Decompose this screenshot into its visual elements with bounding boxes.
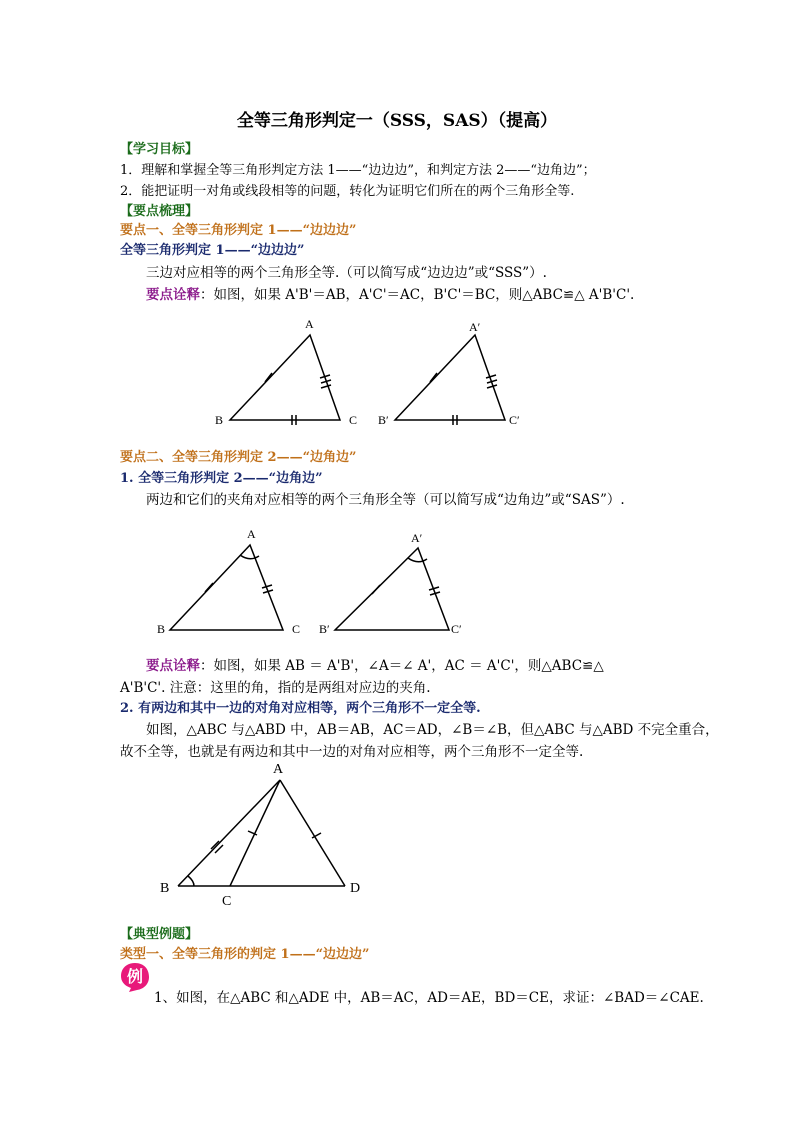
sas-left-triangle: [170, 545, 283, 630]
example-badge-icon: [120, 962, 150, 992]
tick-a1b1-sas: [372, 585, 380, 594]
ssa-label-b: B: [160, 881, 170, 896]
sss-right-label-a: A′: [469, 320, 481, 334]
learning-goal-1: 1．理解和掌握全等三角形判定方法 1——“边边边”，和判定方法 2——“边角边”；: [120, 163, 596, 178]
sss-right-label-c: C′: [509, 413, 520, 427]
point1-note-label: 要点诠释: [146, 287, 200, 303]
sss-right-label-b: B′: [378, 413, 389, 427]
sas-left-label-c: C: [292, 622, 301, 636]
example-badge-text: 例: [126, 967, 144, 986]
point1-text: 三边对应相等的两个三角形全等.（可以简写成“边边边”或“SSS”）.: [146, 265, 547, 281]
point1-subheading: 全等三角形判定 1——“边边边”: [120, 243, 305, 258]
angle-arc-a1: [408, 558, 427, 562]
page-title: 全等三角形判定一（SSS，SAS）（提高）: [236, 111, 558, 131]
point2-note-line1: [146, 654, 604, 674]
sas-right-label-a: A′: [411, 531, 423, 545]
ssa-label-a: A: [273, 762, 284, 777]
point1-heading: 要点一、全等三角形判定 1——“边边边”: [120, 223, 357, 238]
point1-note-text: ：如图，如果 A'B'＝AB，A'C'＝AC，B'C'＝BC，则△ABC≌△ A'B'C'.: [200, 287, 635, 303]
problem-1: 1、如图，在△ABC 和△ADE 中，AB＝AC，AD＝AE，BD＝CE，求证：∠BAD＝∠CAE.: [154, 990, 704, 1006]
sss-right-triangle: [395, 335, 505, 425]
sas-left-label-a: A: [247, 527, 256, 541]
sss-left-label-b: B: [215, 413, 224, 427]
learning-goals-heading: 【学习目标】: [120, 142, 199, 157]
ssa-figure: [178, 780, 345, 886]
point2-subheading: 1. 全等三角形判定 2——“边角边”: [120, 471, 323, 486]
segment-ac: [230, 780, 280, 886]
sas-right-label-c: C′: [451, 622, 462, 636]
point2-note-text: ：如图，如果 AB ＝ A'B'，∠A＝∠ A'，AC ＝ A'C'，则△ABC≌△: [200, 658, 604, 674]
examples-heading: 【典型例题】: [120, 927, 199, 942]
point2-note-line2: A'B'C'. 注意：这里的角，指的是两组对应边的夹角.: [120, 680, 431, 696]
tick-ac-3: [321, 385, 331, 388]
segment-ad: [280, 780, 345, 886]
tick-a1c1-3: [487, 385, 497, 388]
point2-sub2-line2: 故不全等，也就是有两边和其中一边的对角对应相等，两个三角形不一定全等.: [120, 744, 584, 760]
segment-ab: [178, 780, 280, 886]
sss-left-label-c: C: [349, 413, 358, 427]
point2-sub2-heading: 2. 有两边和其中一边的对角对应相等，两个三角形不一定全等.: [120, 701, 481, 716]
tick-a1c1-1: [486, 375, 496, 378]
sss-left-triangle: [230, 335, 340, 425]
key-points-heading: 【要点梳理】: [120, 204, 199, 219]
point2-heading: 要点二、全等三角形判定 2——“边角边”: [120, 450, 357, 465]
tick-ab-sas: [205, 583, 213, 592]
type1-heading: 类型一、全等三角形的判定 1——“边边边”: [120, 947, 370, 962]
ssa-label-d: D: [350, 881, 361, 896]
ssa-label-c: C: [222, 894, 232, 909]
sas-right-label-b: B′: [319, 622, 330, 636]
point2-note-label: 要点诠释: [146, 658, 200, 674]
sas-left-label-b: B: [157, 622, 166, 636]
point2-sub2-line1: 如图，△ABC 与△ABD 中，AB＝AB，AC＝AD，∠B＝∠B，但△ABC 与△ABD 不完全重合，: [146, 722, 719, 738]
angle-arc-a: [240, 555, 259, 559]
sas-right-triangle: [335, 548, 449, 630]
point2-text: 两边和它们的夹角对应相等的两个三角形全等（可以简写成“边角边”或“SAS”）.: [146, 492, 625, 508]
angle-arc-b: [188, 876, 194, 886]
sss-left-label-a: A: [305, 317, 314, 331]
learning-goal-2: 2．能把证明一对角或线段相等的问题，转化为证明它们所在的两个三角形全等.: [120, 184, 575, 199]
